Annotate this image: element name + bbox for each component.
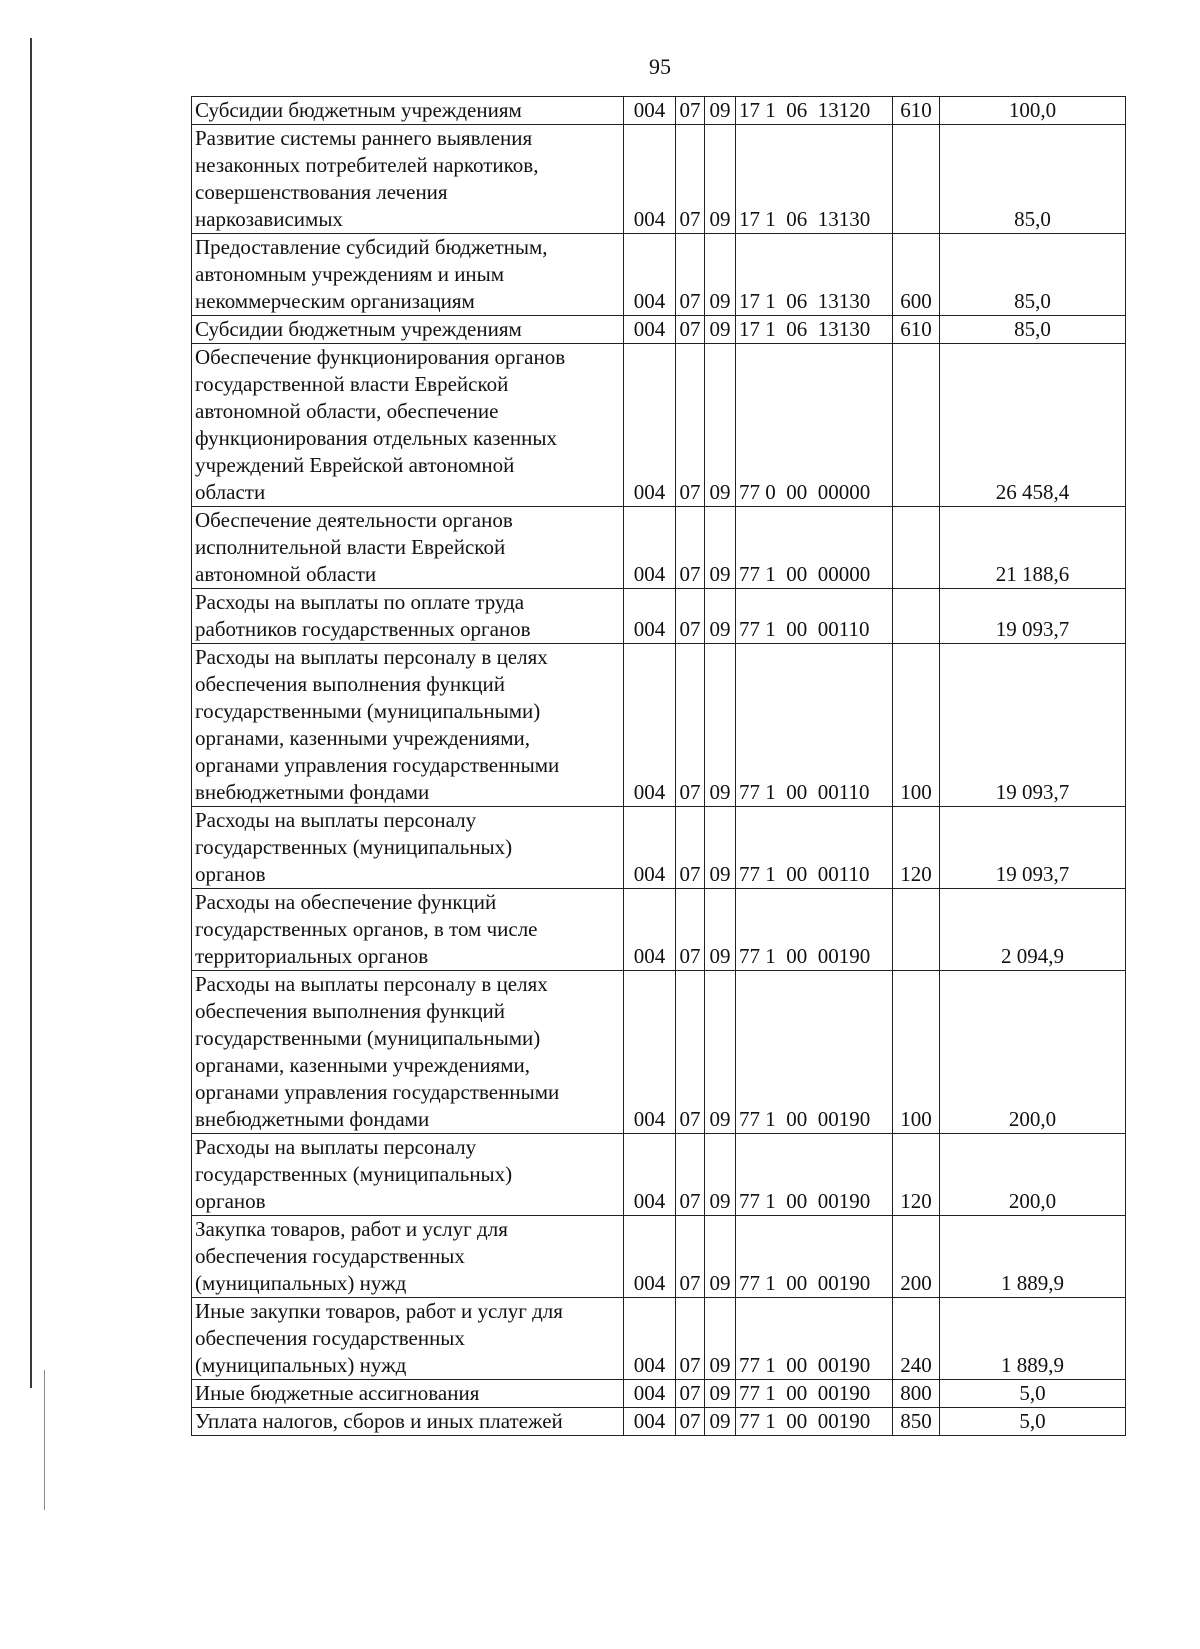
expense-type-code: 200 — [893, 1216, 940, 1298]
row-name: Развитие системы раннего выявления незаконных потребителей наркотиков, совершенствования лечения наркозависимых — [192, 125, 624, 234]
amount: 26 458,4 — [940, 344, 1126, 507]
row-name: Иные закупки товаров, работ и услуг для обеспечения государственных (муниципальных) нужд — [192, 1298, 624, 1380]
expense-type-code — [893, 589, 940, 644]
row-name: Предоставление субсидий бюджетным, автономным учреждениям и иным некоммерческим организациям — [192, 234, 624, 316]
section-code: 07 — [676, 1408, 705, 1436]
expense-type-code: 850 — [893, 1408, 940, 1436]
expense-type-code: 610 — [893, 97, 940, 125]
target-article-code: 77 1 00 00000 — [736, 507, 893, 589]
amount: 1 889,9 — [940, 1298, 1126, 1380]
section-code: 07 — [676, 889, 705, 971]
row-name: Расходы на выплаты персоналу в целях обеспечения выполнения функций государственными (муниципальными) органами, казенными учреждениями, органами управления государственными внебюджетными фондами — [192, 971, 624, 1134]
expense-type-code: 100 — [893, 644, 940, 807]
table-row — [192, 807, 1126, 889]
table-row — [192, 507, 1126, 589]
section-code: 07 — [676, 1134, 705, 1216]
budget-table — [191, 96, 1126, 1436]
table-row — [192, 1408, 1126, 1436]
target-article-code: 77 1 00 00190 — [736, 1380, 893, 1408]
expense-type-code — [893, 507, 940, 589]
target-article-code: 77 1 00 00110 — [736, 644, 893, 807]
amount: 5,0 — [940, 1380, 1126, 1408]
expense-type-code: 800 — [893, 1380, 940, 1408]
table-row — [192, 971, 1126, 1134]
subsection-code: 09 — [705, 344, 736, 507]
table-row — [192, 125, 1126, 234]
expense-type-code: 100 — [893, 971, 940, 1134]
section-code: 07 — [676, 97, 705, 125]
amount: 5,0 — [940, 1408, 1126, 1436]
ministry-code: 004 — [624, 125, 676, 234]
subsection-code: 09 — [705, 889, 736, 971]
row-name: Расходы на выплаты персоналу в целях обеспечения выполнения функций государственными (муниципальными) органами, казенными учреждениями, органами управления государственными внебюджетными фондами — [192, 644, 624, 807]
ministry-code: 004 — [624, 1216, 676, 1298]
row-name: Обеспечение функционирования органов государственной власти Еврейской автономной области, обеспечение функционирования отдельных казенных учреждений Еврейской автономной области — [192, 344, 624, 507]
ministry-code: 004 — [624, 1408, 676, 1436]
expense-type-code: 600 — [893, 234, 940, 316]
table-row — [192, 589, 1126, 644]
expense-type-code: 120 — [893, 1134, 940, 1216]
table-row — [192, 97, 1126, 125]
row-name: Уплата налогов, сборов и иных платежей — [192, 1408, 624, 1436]
section-code: 07 — [676, 125, 705, 234]
row-name: Расходы на выплаты персоналу государственных (муниципальных) органов — [192, 1134, 624, 1216]
ministry-code: 004 — [624, 589, 676, 644]
amount: 85,0 — [940, 125, 1126, 234]
subsection-code: 09 — [705, 1216, 736, 1298]
subsection-code: 09 — [705, 589, 736, 644]
target-article-code: 77 1 00 00190 — [736, 889, 893, 971]
section-code: 07 — [676, 971, 705, 1134]
subsection-code: 09 — [705, 507, 736, 589]
section-code: 07 — [676, 507, 705, 589]
target-article-code: 17 1 06 13130 — [736, 234, 893, 316]
table-row — [192, 344, 1126, 507]
target-article-code: 77 1 00 00190 — [736, 1216, 893, 1298]
ministry-code: 004 — [624, 1298, 676, 1380]
table-row — [192, 1216, 1126, 1298]
row-name: Расходы на выплаты персоналу государственных (муниципальных) органов — [192, 807, 624, 889]
target-article-code: 77 1 00 00190 — [736, 971, 893, 1134]
target-article-code: 17 1 06 13120 — [736, 97, 893, 125]
section-code: 07 — [676, 589, 705, 644]
table-row — [192, 316, 1126, 344]
amount: 1 889,9 — [940, 1216, 1126, 1298]
amount: 2 094,9 — [940, 889, 1126, 971]
table-row — [192, 889, 1126, 971]
target-article-code: 77 1 00 00110 — [736, 807, 893, 889]
ministry-code: 004 — [624, 316, 676, 344]
target-article-code: 77 0 00 00000 — [736, 344, 893, 507]
target-article-code: 77 1 00 00110 — [736, 589, 893, 644]
subsection-code: 09 — [705, 971, 736, 1134]
section-code: 07 — [676, 1216, 705, 1298]
table-row — [192, 1134, 1126, 1216]
amount: 100,0 — [940, 97, 1126, 125]
ministry-code: 004 — [624, 971, 676, 1134]
budget-table-body — [192, 97, 1126, 1436]
section-code: 07 — [676, 644, 705, 807]
row-name: Иные бюджетные ассигнования — [192, 1380, 624, 1408]
section-code: 07 — [676, 234, 705, 316]
ministry-code: 004 — [624, 644, 676, 807]
ministry-code: 004 — [624, 507, 676, 589]
subsection-code: 09 — [705, 234, 736, 316]
row-name: Расходы на выплаты по оплате труда работников государственных органов — [192, 589, 624, 644]
ministry-code: 004 — [624, 889, 676, 971]
target-article-code: 77 1 00 00190 — [736, 1298, 893, 1380]
row-name: Обеспечение деятельности органов исполнительной власти Еврейской автономной области — [192, 507, 624, 589]
subsection-code: 09 — [705, 1408, 736, 1436]
expense-type-code: 610 — [893, 316, 940, 344]
section-code: 07 — [676, 316, 705, 344]
subsection-code: 09 — [705, 125, 736, 234]
ministry-code: 004 — [624, 1380, 676, 1408]
table-row — [192, 1380, 1126, 1408]
expense-type-code — [893, 125, 940, 234]
left-margin-line — [30, 38, 32, 1388]
subsection-code: 09 — [705, 1380, 736, 1408]
section-code: 07 — [676, 344, 705, 507]
left-margin-mark — [44, 1370, 45, 1510]
expense-type-code: 240 — [893, 1298, 940, 1380]
table-row — [192, 644, 1126, 807]
table-row — [192, 1298, 1126, 1380]
page-number: 95 — [649, 54, 671, 79]
amount: 85,0 — [940, 234, 1126, 316]
target-article-code: 17 1 06 13130 — [736, 125, 893, 234]
ministry-code: 004 — [624, 1134, 676, 1216]
amount: 21 188,6 — [940, 507, 1126, 589]
subsection-code: 09 — [705, 807, 736, 889]
subsection-code: 09 — [705, 316, 736, 344]
target-article-code: 17 1 06 13130 — [736, 316, 893, 344]
subsection-code: 09 — [705, 1298, 736, 1380]
subsection-code: 09 — [705, 97, 736, 125]
table-row — [192, 234, 1126, 316]
section-code: 07 — [676, 1298, 705, 1380]
subsection-code: 09 — [705, 1134, 736, 1216]
amount: 200,0 — [940, 1134, 1126, 1216]
ministry-code: 004 — [624, 344, 676, 507]
row-name: Закупка товаров, работ и услуг для обеспечения государственных (муниципальных) нужд — [192, 1216, 624, 1298]
subsection-code: 09 — [705, 644, 736, 807]
amount: 200,0 — [940, 971, 1126, 1134]
row-name: Субсидии бюджетным учреждениям — [192, 316, 624, 344]
ministry-code: 004 — [624, 97, 676, 125]
expense-type-code: 120 — [893, 807, 940, 889]
amount: 85,0 — [940, 316, 1126, 344]
ministry-code: 004 — [624, 234, 676, 316]
amount: 19 093,7 — [940, 807, 1126, 889]
target-article-code: 77 1 00 00190 — [736, 1134, 893, 1216]
amount: 19 093,7 — [940, 644, 1126, 807]
row-name: Субсидии бюджетным учреждениям — [192, 97, 624, 125]
section-code: 07 — [676, 807, 705, 889]
target-article-code: 77 1 00 00190 — [736, 1408, 893, 1436]
expense-type-code — [893, 889, 940, 971]
section-code: 07 — [676, 1380, 705, 1408]
row-name: Расходы на обеспечение функций государственных органов, в том числе территориальных органов — [192, 889, 624, 971]
ministry-code: 004 — [624, 807, 676, 889]
expense-type-code — [893, 344, 940, 507]
amount: 19 093,7 — [940, 589, 1126, 644]
